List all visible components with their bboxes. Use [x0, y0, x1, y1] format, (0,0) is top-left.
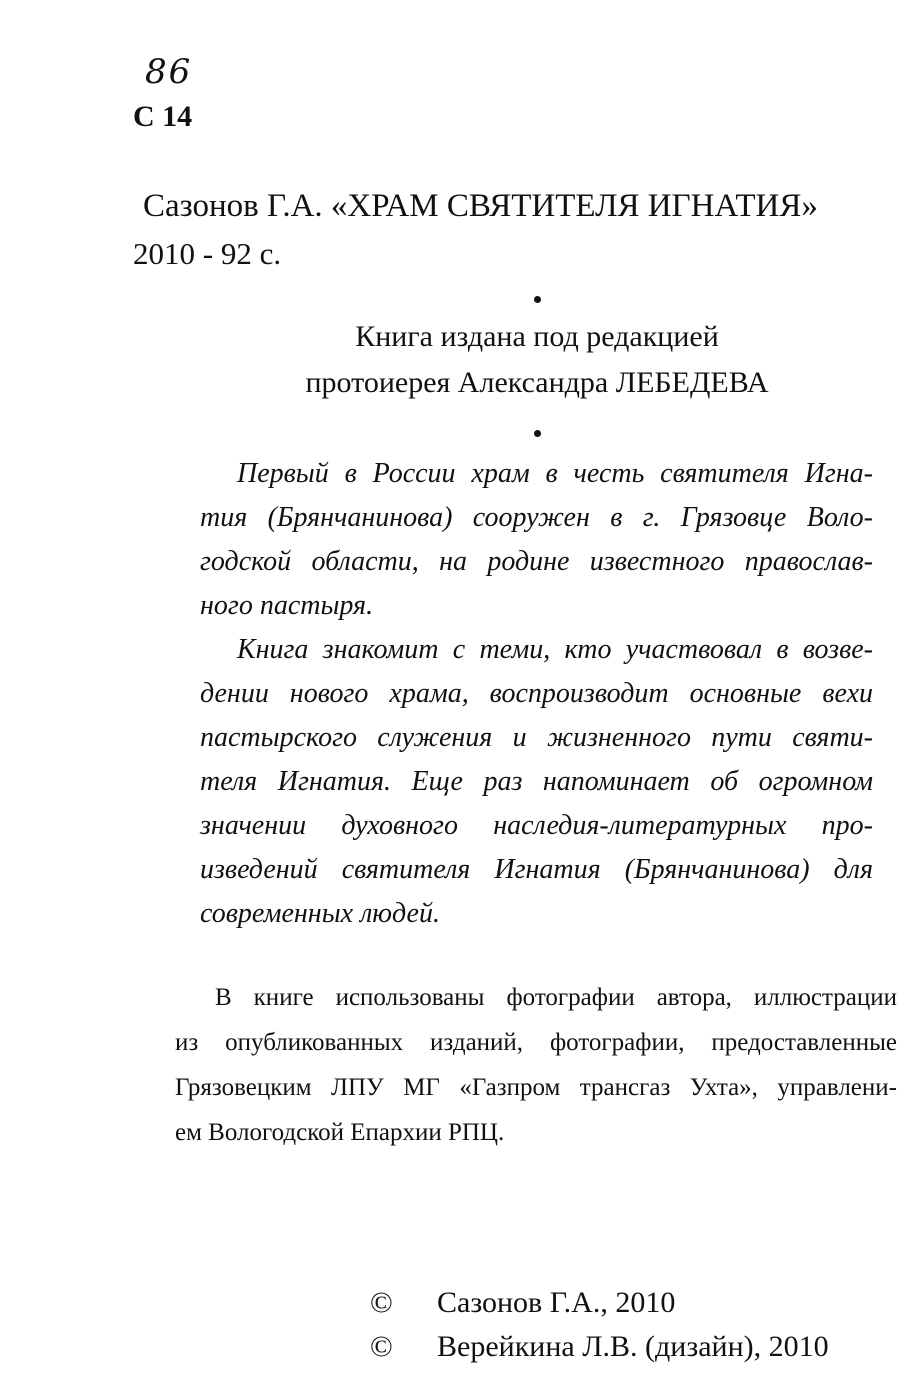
annotation-line: теля Игнатия. Еще раз напоминает об огромном — [200, 766, 873, 797]
annotation-line: Книга знакомит с теми, кто участвовал в возве- — [237, 634, 873, 665]
editor-line-2: протоиерея Александра ЛЕБЕДЕВА — [305, 366, 769, 399]
credits-line: ем Вологодской Епархии РПЦ. — [175, 1119, 505, 1146]
annotation-line: изведений святителя Игнатия (Брянчанинова) для — [200, 854, 873, 885]
copyright-text: Сазонов Г.А., 2010 — [437, 1286, 676, 1319]
annotation-line: пастырского служения и жизненного пути святи- — [200, 722, 873, 753]
annotation-line: значении духовного наследия-литературных про- — [200, 810, 873, 841]
bullet-separator — [534, 296, 541, 303]
annotation-line: современных людей. — [200, 898, 440, 929]
credits-line: В книге использованы фотографии автора, иллюстрации — [215, 984, 897, 1011]
bibliography-title: Сазонов Г.А. «ХРАМ СВЯТИТЕЛЯ ИГНАТИЯ» — [143, 188, 818, 224]
bibliography-year-pages: 2010 - 92 с. — [133, 236, 282, 271]
bullet-separator — [534, 430, 541, 437]
credits-line: Грязовецким ЛПУ МГ «Газпром трансгаз Ухта», управлени- — [175, 1074, 897, 1101]
annotation-line: тия (Брянчанинова) сооружен в г. Грязовце Воло- — [200, 502, 873, 533]
handwritten-mark: 86 — [145, 52, 193, 92]
classification-code: С 14 — [133, 100, 193, 133]
editor-line-1: Книга издана под редакцией — [355, 320, 719, 353]
credits-line: из опубликованных изданий, фотографии, предоставленные — [175, 1029, 897, 1056]
copyright-symbol: © — [370, 1286, 393, 1319]
annotation-line: годской области, на родине известного православ- — [200, 546, 873, 577]
annotation-line: ного пастыря. — [200, 590, 374, 621]
copyright-text: Верейкина Л.В. (дизайн), 2010 — [437, 1330, 829, 1363]
annotation-line: Первый в России храм в честь святителя Игна- — [237, 458, 873, 489]
annotation-line: дении нового храма, воспроизводит основные вехи — [200, 678, 873, 709]
copyright-symbol: © — [370, 1330, 393, 1363]
